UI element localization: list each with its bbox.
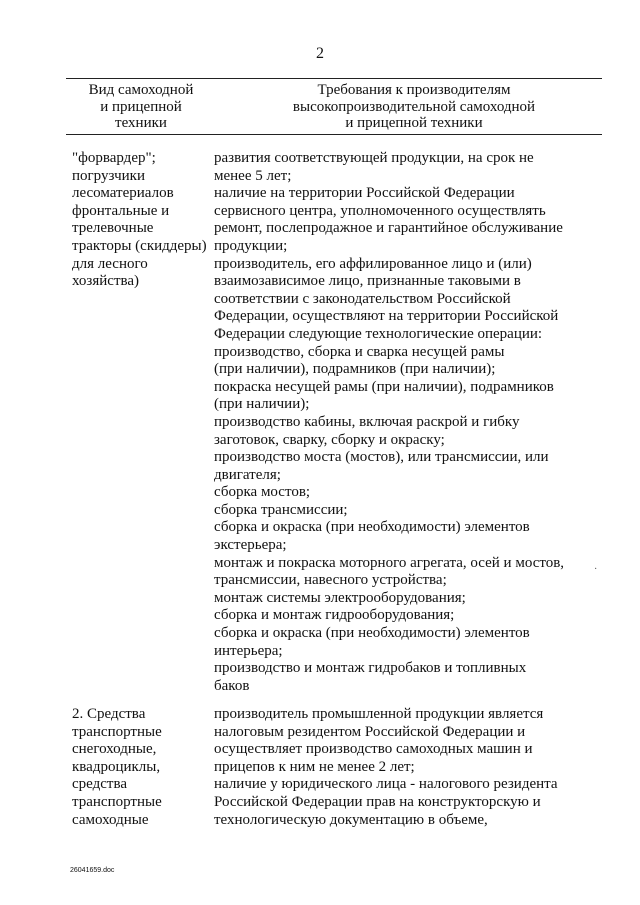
text-line: развития соответствующей продукции, на срок не: [214, 150, 534, 166]
row-2-requirements: [214, 706, 604, 829]
header-line: высокопроизводительной самоходной: [292, 98, 536, 115]
header-line: Вид самоходной: [88, 82, 194, 98]
text-line: наличие на территории Российской Федерации: [214, 185, 515, 202]
header-bottom-rule: [66, 134, 602, 135]
text-line: 2. Средства: [72, 706, 146, 722]
text-line: технологическую документацию в объеме,: [214, 811, 488, 828]
text-line: для лесного: [72, 255, 148, 272]
text-line: трансмиссии, навесного устройства;: [214, 572, 447, 589]
text-line: транспортные: [72, 723, 162, 740]
text-line: сборка и окраска (при необходимости) элементов: [214, 519, 530, 536]
text-line: сборка и окраска (при необходимости) элементов: [214, 625, 530, 642]
row-1-requirements: [214, 150, 604, 695]
text-line: лесоматериалов: [72, 185, 174, 202]
text-line: сборка трансмиссии;: [214, 501, 348, 518]
text-line: трелевочные: [72, 220, 154, 237]
text-line: монтаж и покраска моторного агрегата, осей и мостов,: [214, 554, 565, 571]
text-line: интерьера;: [214, 642, 283, 659]
text-line: Российской Федерации прав на конструкторскую и: [214, 793, 541, 810]
header-line: техники: [115, 115, 167, 131]
text-line: квадроциклы,: [72, 758, 161, 775]
text-line: "форвардер";: [72, 150, 156, 166]
text-line: монтаж системы электрооборудования;: [214, 589, 466, 606]
text-line: налоговым резидентом Российской Федерации и: [214, 723, 526, 740]
text-line: снегоходные,: [72, 741, 157, 758]
text-line: Федерации следующие технологические операции:: [214, 325, 543, 342]
page-number: 2: [316, 45, 324, 62]
header-vehicle-type: [66, 82, 216, 132]
text-line: сборка мостов;: [214, 484, 311, 501]
text-line: производство кабины, включая раскрой и гибку: [214, 413, 520, 430]
text-line: наличие у юридического лица - налогового резидента: [214, 776, 558, 793]
header-line: и прицепной техники: [345, 115, 483, 131]
header-line: Требования к производителям: [317, 82, 511, 98]
text-line: самоходные: [72, 811, 149, 828]
text-line: взаимозависимое лицо, признанные таковыми в: [214, 273, 521, 290]
text-line: прицепов к ним не менее 2 лет;: [214, 758, 415, 775]
text-line: производство, сборка и сварка несущей рамы: [214, 343, 505, 360]
text-line: тракторы (скиддеры): [72, 237, 207, 254]
text-line: двигателя;: [214, 466, 281, 483]
text-line: покраска несущей рамы (при наличии), подрамников: [214, 378, 554, 395]
scan-mark: ·: [594, 564, 598, 575]
text-line: (при наличии), подрамников (при наличии);: [214, 361, 496, 378]
text-line: (при наличии);: [214, 396, 310, 413]
text-line: баков: [214, 677, 250, 694]
text-line: средства: [72, 776, 128, 793]
text-line: сервисного центра, уполномоченного осуществлять: [214, 202, 546, 219]
text-line: ремонт, послепродажное и гарантийное обслуживание: [214, 220, 563, 237]
header-requirements: [226, 82, 602, 132]
text-line: менее 5 лет;: [214, 167, 292, 184]
text-line: фронтальные и: [72, 202, 170, 219]
row-1-vehicle-type: [72, 150, 210, 291]
text-line: экстерьера;: [214, 537, 287, 554]
text-line: Федерации, осуществляют на территории Российской: [214, 308, 559, 325]
text-line: осуществляет производство самоходных машин и: [214, 741, 533, 758]
table-top-rule: [66, 78, 602, 79]
text-line: соответствии с законодательством Российской: [214, 290, 511, 307]
text-line: заготовок, сварку, сборку и окраску;: [214, 431, 445, 448]
text-line: хозяйства): [72, 273, 140, 290]
text-line: производство моста (мостов), или трансмиссии, или: [214, 449, 549, 466]
text-line: транспортные: [72, 793, 162, 810]
text-line: производитель, его аффилированное лицо и (или): [214, 255, 532, 272]
text-line: производитель промышленной продукции является: [214, 706, 544, 722]
text-line: сборка и монтаж гидрооборудования;: [214, 607, 455, 624]
text-line: производство и монтаж гидробаков и топливных: [214, 660, 527, 677]
text-line: погрузчики: [72, 167, 145, 184]
text-line: продукции;: [214, 237, 288, 254]
document-filename: 26041659.doc: [70, 867, 115, 874]
row-2-vehicle-type: [72, 706, 210, 829]
header-line: и прицепной: [100, 98, 182, 115]
